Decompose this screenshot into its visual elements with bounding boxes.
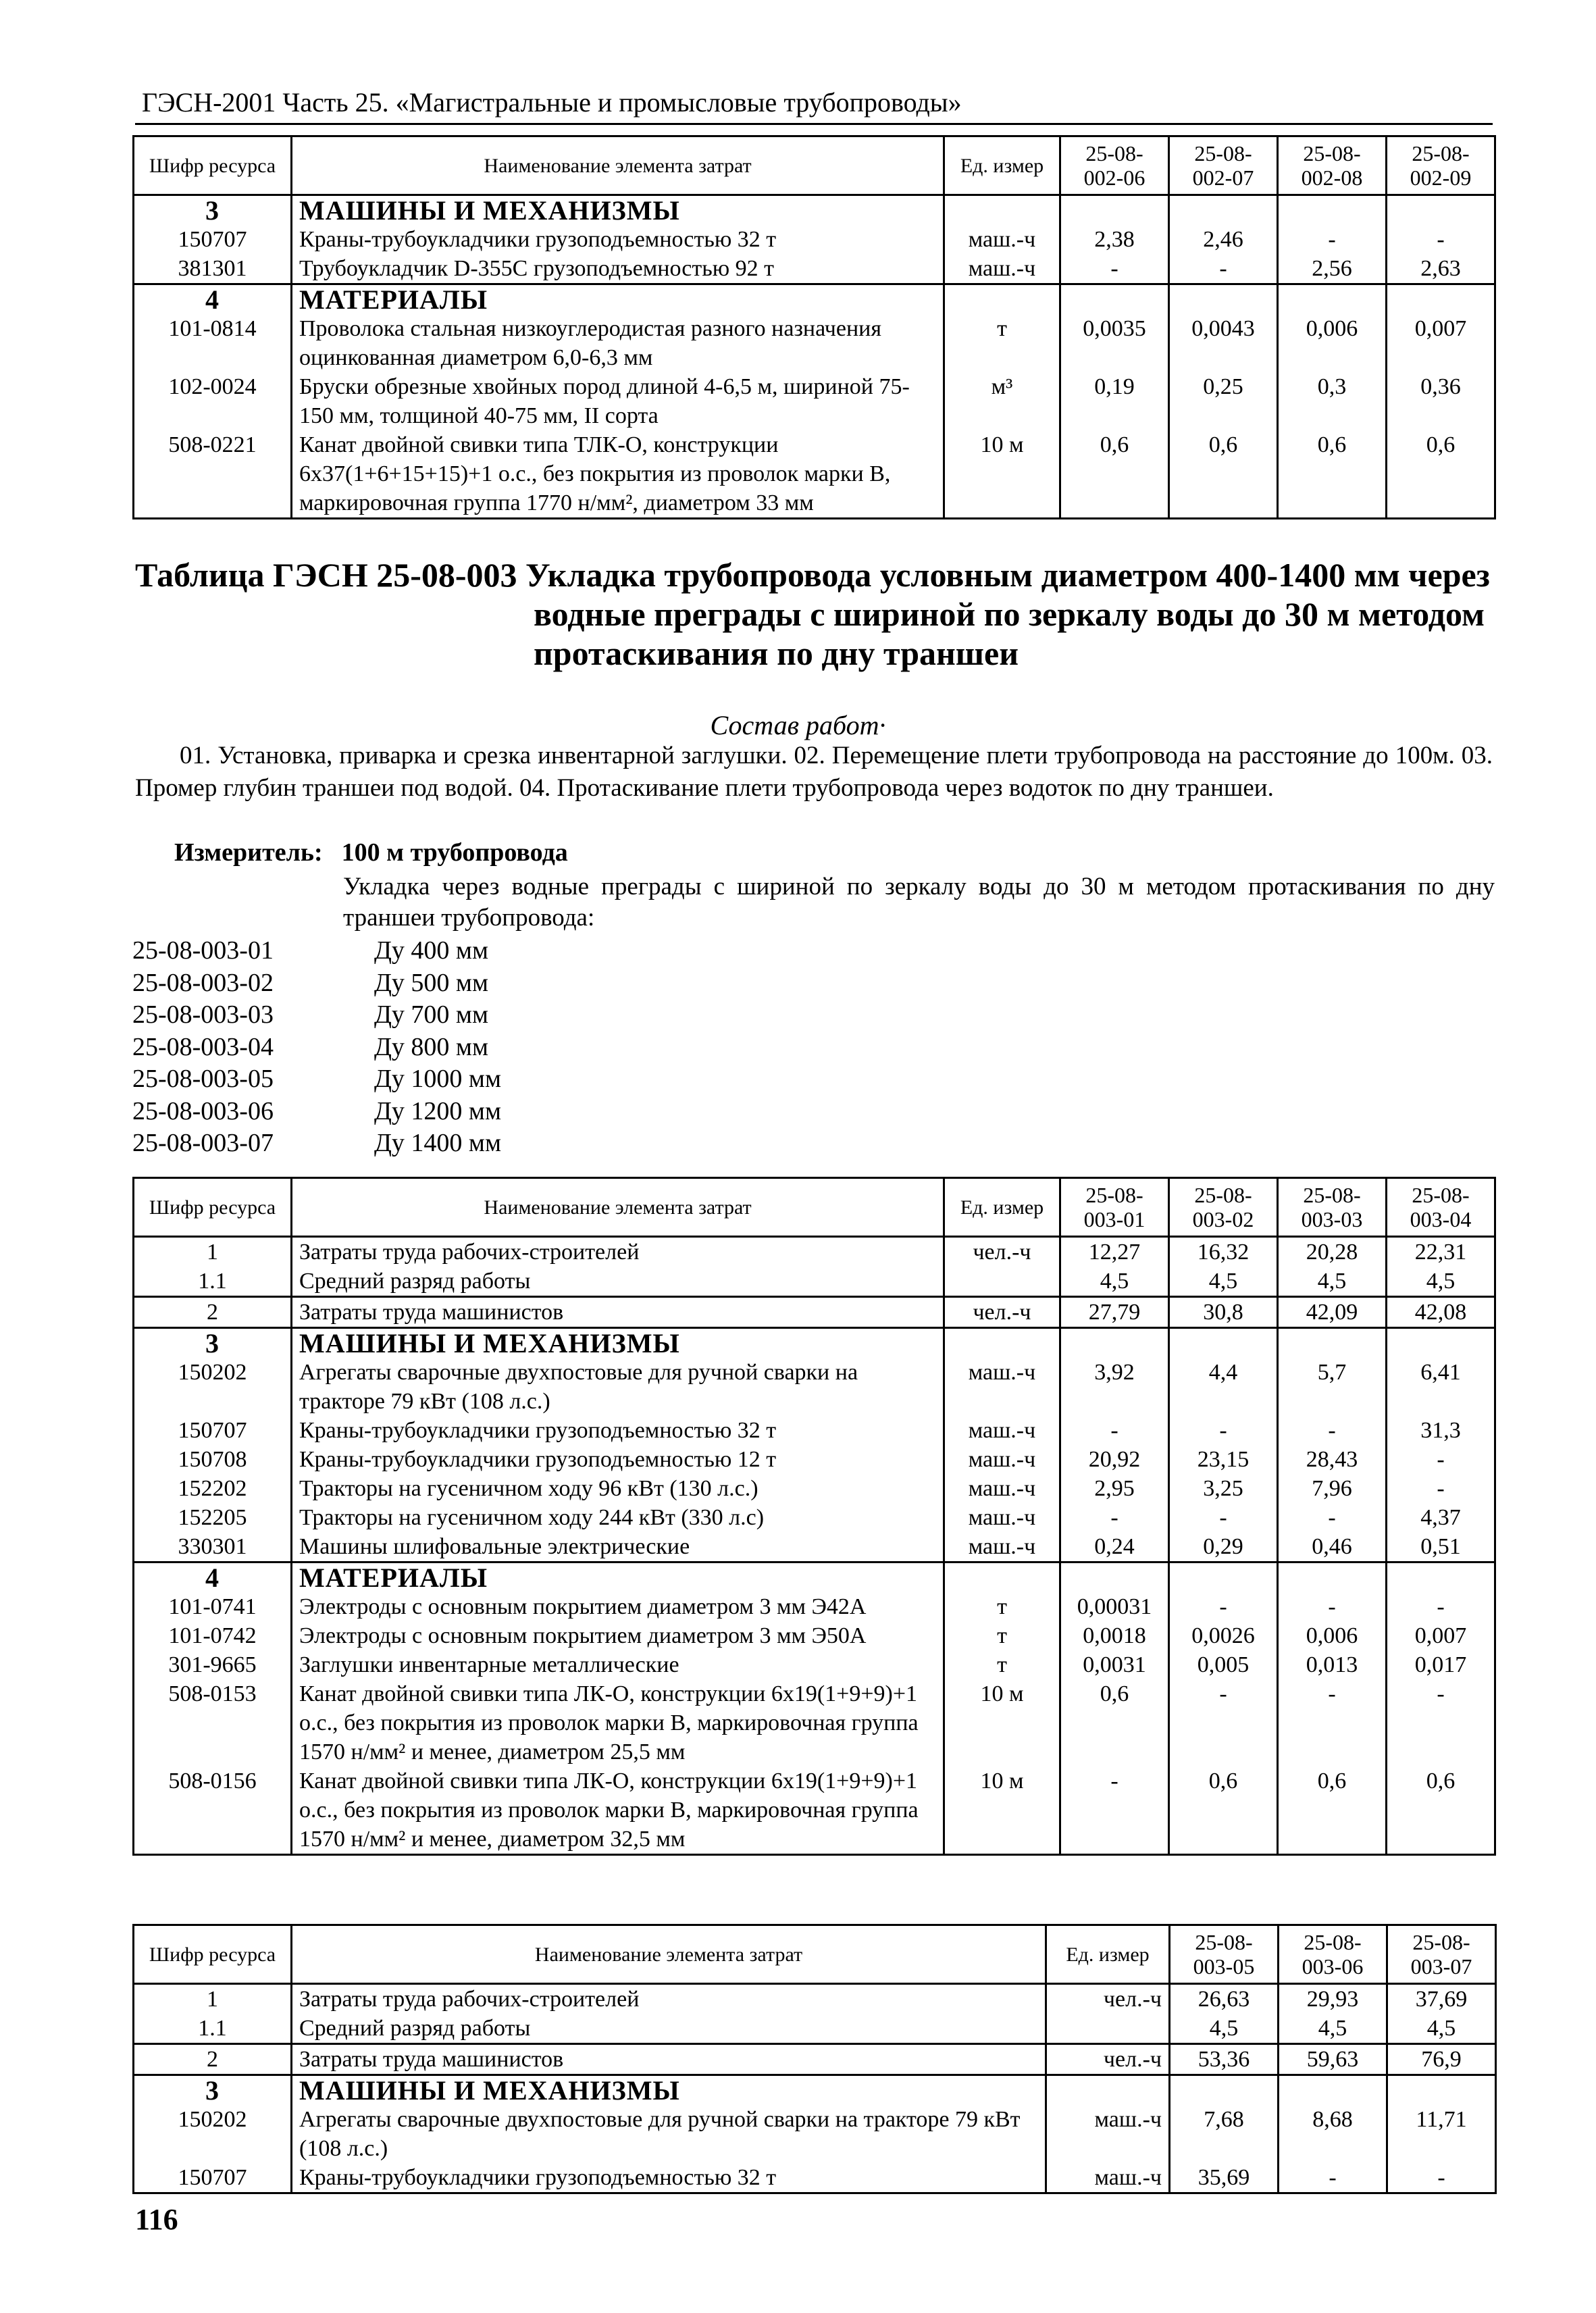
header-rate-code: 25-08-002-09 (1387, 136, 1495, 195)
value-cell (1060, 195, 1169, 226)
running-head: ГЭСН-2001 Часть 25. «Магистральные и промысловые трубопроводы» (142, 87, 962, 118)
table-section-row (134, 284, 1495, 315)
header-resource-code: Шифр ресурса (134, 1178, 292, 1237)
unit-cell (944, 195, 1060, 226)
table-section-row (134, 195, 1495, 226)
value-cell: 20,92 (1060, 1445, 1169, 1474)
value-cell: 4,4 (1169, 1358, 1278, 1416)
rate-item (132, 1032, 501, 1064)
header-cost-element: Наименование элемента затрат (292, 136, 944, 195)
header-unit: Ед. измер (944, 1178, 1060, 1237)
section-title-cell: МАШИНЫ И МЕХАНИЗМЫ (292, 195, 944, 226)
value-cell: - (1387, 1679, 1495, 1766)
table-row (134, 2014, 1496, 2044)
resource-code-cell: 4 (134, 284, 292, 315)
table-row (134, 1267, 1495, 1297)
unit-cell: маш.-ч (944, 1416, 1060, 1445)
value-cell: 0,6 (1169, 1766, 1278, 1855)
table-section-row (134, 1328, 1495, 1358)
value-cell: 0,6 (1169, 430, 1278, 519)
value-cell: 0,6 (1060, 430, 1169, 519)
unit-cell (944, 1562, 1060, 1593)
value-cell: 42,09 (1278, 1297, 1387, 1328)
value-cell: 2,56 (1278, 254, 1387, 284)
cost-element-cell: Проволока стальная низкоуглеродистая разного назначения оцинкованная диаметром 6,0-6,3 мм (292, 314, 944, 372)
table-row (134, 1592, 1495, 1621)
unit-cell (944, 1328, 1060, 1358)
resource-code-cell: 1.1 (134, 1267, 292, 1297)
cost-element-cell: Машины шлифовальные электрические (292, 1532, 944, 1562)
section-title-cell: МАШИНЫ И МЕХАНИЗМЫ (292, 1328, 944, 1358)
composition-text: 01. Установка, приварка и срезка инвентарной заглушки. 02. Перемещение плети трубопровода на расстояние до 100м. 03. Промер глубин траншеи под водой. 04. Протаскивание плети трубопровода через водоток по дну траншеи. (135, 742, 1493, 802)
value-cell: 0,25 (1169, 372, 1278, 430)
unit-cell (1046, 2014, 1170, 2044)
value-cell (1169, 284, 1278, 315)
value-cell: 27,79 (1060, 1297, 1169, 1328)
value-cell: 0,0035 (1060, 314, 1169, 372)
unit-cell: чел.-ч (1046, 1984, 1170, 2014)
cost-element-cell: Тракторы на гусеничном ходу 96 кВт (130 л.с.) (292, 1474, 944, 1503)
meter-description: Укладка через водные преграды с шириной по зеркалу воды до 30 м методом протаскивания по дну траншеи трубопровода: (343, 873, 1495, 932)
value-cell: 0,0018 (1060, 1621, 1169, 1650)
unit-cell (944, 1267, 1060, 1297)
resource-code-cell: 150707 (134, 2163, 292, 2193)
header-cost-element: Наименование элемента затрат (292, 1178, 944, 1237)
rate-desc: Ду 400 мм (374, 936, 489, 965)
resource-code-cell: 150707 (134, 1416, 292, 1445)
unit-cell: маш.-ч (944, 225, 1060, 254)
value-cell (1279, 2075, 1387, 2106)
table-row (134, 1621, 1495, 1650)
composition-heading: Состав работ· (710, 710, 886, 740)
table-title-line: Таблица ГЭСН 25-08-003 Укладка трубопровода условным диаметром 400-1400 мм через (135, 556, 1490, 594)
resource-code-cell: 508-0153 (134, 1679, 292, 1766)
header-rate-code: 25-08-003-07 (1387, 1925, 1496, 1984)
unit-cell: маш.-ч (1046, 2163, 1170, 2193)
value-cell: - (1387, 2163, 1496, 2193)
value-cell: 0,007 (1387, 314, 1495, 372)
section-title-cell: МАТЕРИАЛЫ (292, 284, 944, 315)
value-cell: 4,5 (1279, 2014, 1387, 2044)
resource-code-cell: 150202 (134, 1358, 292, 1416)
unit-cell: маш.-ч (944, 1358, 1060, 1416)
cost-element-cell: Канат двойной свивки типа ЛК-О, конструкции 6х19(1+9+9)+1 о.с., без покрытия из проволок марки В, маркировочная группа 1570 н/мм² и менее, диаметром 25,5 мм (292, 1679, 944, 1766)
rate-item (132, 999, 501, 1032)
value-cell: - (1387, 1445, 1495, 1474)
value-cell: - (1387, 225, 1495, 254)
value-cell: 4,5 (1060, 1267, 1169, 1297)
cost-element-cell: Краны-трубоукладчики грузоподъемностью 12 т (292, 1445, 944, 1474)
value-cell: 4,5 (1387, 2014, 1496, 2044)
value-cell: 30,8 (1169, 1297, 1278, 1328)
value-cell: 28,43 (1278, 1445, 1387, 1474)
value-cell: 16,32 (1169, 1237, 1278, 1267)
value-cell (1060, 1328, 1169, 1358)
rate-code: 25-08-003-07 (132, 1129, 274, 1157)
value-cell: 0,29 (1169, 1532, 1278, 1562)
value-cell: - (1060, 1503, 1169, 1532)
cost-element-cell: Средний разряд работы (292, 1267, 944, 1297)
value-cell: 4,37 (1387, 1503, 1495, 1532)
rate-desc: Ду 700 мм (374, 1000, 489, 1029)
value-cell: - (1169, 1416, 1278, 1445)
rate-code: 25-08-003-03 (132, 1000, 274, 1029)
value-cell: 22,31 (1387, 1237, 1495, 1267)
value-cell: 0,36 (1387, 372, 1495, 430)
rate-desc: Ду 1000 мм (374, 1065, 502, 1093)
rate-desc: Ду 800 мм (374, 1032, 489, 1061)
resource-code-cell: 1 (134, 1237, 292, 1267)
rate-code: 25-08-003-05 (132, 1065, 274, 1093)
resource-code-cell: 1 (134, 1984, 292, 2014)
value-cell: 0,006 (1278, 1621, 1387, 1650)
resource-code-cell: 150202 (134, 2105, 292, 2163)
value-cell (1278, 284, 1387, 315)
cost-element-cell: Бруски обрезные хвойных пород длиной 4-6,5 м, шириной 75-150 мм, толщиной 40-75 мм, II сорта (292, 372, 944, 430)
value-cell: 11,71 (1387, 2105, 1496, 2163)
table-row (134, 1474, 1495, 1503)
value-cell: 0,007 (1387, 1621, 1495, 1650)
resource-table-002 (132, 135, 1496, 519)
table-section-row (134, 2075, 1496, 2106)
table-row (134, 1237, 1495, 1267)
rate-item (132, 1096, 501, 1128)
value-cell: 0,51 (1387, 1532, 1495, 1562)
rate-desc: Ду 500 мм (374, 968, 489, 997)
cost-element-cell: Канат двойной свивки типа ТЛК-О, конструкции 6х37(1+6+15+15)+1 о.с., без покрытия из проволок марки В, маркировочная группа 1770 н/мм², диаметром 33 мм (292, 430, 944, 519)
value-cell (1169, 1328, 1278, 1358)
resource-code-cell: 101-0742 (134, 1621, 292, 1650)
value-cell (1278, 195, 1387, 226)
value-cell (1170, 2075, 1279, 2106)
header-rate-code: 25-08-002-08 (1278, 136, 1387, 195)
value-cell: - (1278, 225, 1387, 254)
value-cell: 4,5 (1387, 1267, 1495, 1297)
value-cell: 0,005 (1169, 1650, 1278, 1679)
cost-element-cell: Затраты труда машинистов (292, 1297, 944, 1328)
table-row (134, 1445, 1495, 1474)
value-cell: - (1279, 2163, 1387, 2193)
rate-list (132, 935, 501, 1160)
resource-table-003-b (132, 1924, 1497, 2194)
cost-element-cell: Средний разряд работы (292, 2014, 1046, 2044)
table-row (134, 1679, 1495, 1766)
cost-element-cell: Краны-трубоукладчики грузоподъемностью 32 т (292, 225, 944, 254)
value-cell (1387, 2075, 1496, 2106)
header-resource-code: Шифр ресурса (134, 1925, 292, 1984)
value-cell: - (1387, 1592, 1495, 1621)
unit-cell: маш.-ч (1046, 2105, 1170, 2163)
value-cell: - (1169, 1503, 1278, 1532)
value-cell: 0,0031 (1060, 1650, 1169, 1679)
unit-cell: чел.-ч (944, 1237, 1060, 1267)
page-number: 116 (135, 2203, 178, 2236)
unit-cell: т (944, 1592, 1060, 1621)
value-cell (1060, 1562, 1169, 1593)
table-row (134, 254, 1495, 284)
value-cell (1169, 195, 1278, 226)
value-cell: 5,7 (1278, 1358, 1387, 1416)
cost-element-cell: Тракторы на гусеничном ходу 244 кВт (330 л.с) (292, 1503, 944, 1532)
cost-element-cell: Краны-трубоукладчики грузоподъемностью 32 т (292, 2163, 1046, 2193)
cost-element-cell: Затраты труда машинистов (292, 2044, 1046, 2075)
table-row (134, 1650, 1495, 1679)
table-row (134, 314, 1495, 372)
value-cell: - (1169, 1679, 1278, 1766)
header-unit: Ед. измер (1046, 1925, 1170, 1984)
table-title-line: водные преграды с шириной по зеркалу воды до 30 м методом (534, 595, 1485, 633)
table-section-row (134, 1562, 1495, 1593)
value-cell: 29,93 (1279, 1984, 1387, 2014)
unit-cell (944, 284, 1060, 315)
value-cell (1387, 195, 1495, 226)
value-cell: 0,24 (1060, 1532, 1169, 1562)
value-cell: 7,96 (1278, 1474, 1387, 1503)
value-cell: 3,92 (1060, 1358, 1169, 1416)
table-title (135, 555, 1499, 673)
resource-code-cell: 3 (134, 1328, 292, 1358)
value-cell: - (1169, 1592, 1278, 1621)
value-cell: 0,0043 (1169, 314, 1278, 372)
value-cell (1278, 1562, 1387, 1593)
value-cell: 20,28 (1278, 1237, 1387, 1267)
header-rate-code: 25-08-003-01 (1060, 1178, 1169, 1237)
header-rate-code: 25-08-003-06 (1279, 1925, 1387, 1984)
unit-cell: маш.-ч (944, 1503, 1060, 1532)
unit-cell: чел.-ч (1046, 2044, 1170, 2075)
value-cell (1060, 284, 1169, 315)
cost-element-cell: Заглушки инвентарные металлические (292, 1650, 944, 1679)
value-cell: - (1060, 254, 1169, 284)
unit-cell: 10 м (944, 1679, 1060, 1766)
header-rate-code: 25-08-003-02 (1169, 1178, 1278, 1237)
section-title-cell: МАШИНЫ И МЕХАНИЗМЫ (292, 2075, 1046, 2106)
value-cell: 53,36 (1170, 2044, 1279, 2075)
value-cell: 37,69 (1387, 1984, 1496, 2014)
rate-item (132, 1127, 501, 1160)
value-cell: 0,006 (1278, 314, 1387, 372)
resource-code-cell: 1.1 (134, 2014, 292, 2044)
unit-cell: 10 м (944, 430, 1060, 519)
value-cell: 42,08 (1387, 1297, 1495, 1328)
value-cell: - (1278, 1416, 1387, 1445)
meter-line (174, 838, 587, 867)
value-cell (1169, 1562, 1278, 1593)
table-row (134, 1984, 1496, 2014)
table-row (134, 2163, 1496, 2193)
value-cell: 0,6 (1060, 1679, 1169, 1766)
value-cell: 0,6 (1278, 430, 1387, 519)
unit-cell: м³ (944, 372, 1060, 430)
resource-code-cell: 330301 (134, 1532, 292, 1562)
resource-code-cell: 508-0156 (134, 1766, 292, 1855)
value-cell: 0,6 (1278, 1766, 1387, 1855)
value-cell: 0,00031 (1060, 1592, 1169, 1621)
value-cell: 35,69 (1170, 2163, 1279, 2193)
resource-code-cell: 152202 (134, 1474, 292, 1503)
value-cell: 2,38 (1060, 225, 1169, 254)
value-cell: 12,27 (1060, 1237, 1169, 1267)
resource-code-cell: 381301 (134, 254, 292, 284)
header-unit: Ед. измер (944, 136, 1060, 195)
header-rate-code: 25-08-003-03 (1278, 1178, 1387, 1237)
table-row (134, 1532, 1495, 1562)
value-cell: 0,6 (1387, 1766, 1495, 1855)
header-rate-code: 25-08-002-07 (1169, 136, 1278, 195)
value-cell: - (1278, 1503, 1387, 1532)
table-row (134, 1766, 1495, 1855)
header-rate-code: 25-08-003-05 (1170, 1925, 1279, 1984)
unit-cell: т (944, 314, 1060, 372)
table-row (134, 1358, 1495, 1416)
table-row (134, 2044, 1496, 2075)
rate-code: 25-08-003-06 (132, 1096, 274, 1125)
cost-element-cell: Затраты труда рабочих-строителей (292, 1237, 944, 1267)
table-row (134, 1503, 1495, 1532)
header-cost-element: Наименование элемента затрат (292, 1925, 1046, 1984)
value-cell: 2,46 (1169, 225, 1278, 254)
unit-cell: чел.-ч (944, 1297, 1060, 1328)
value-cell: 76,9 (1387, 2044, 1496, 2075)
cost-element-cell: Электроды с основным покрытием диаметром 3 мм Э50А (292, 1621, 944, 1650)
cost-element-cell: Затраты труда рабочих-строителей (292, 1984, 1046, 2014)
section-title-cell: МАТЕРИАЛЫ (292, 1562, 944, 1593)
value-cell: 0,013 (1278, 1650, 1387, 1679)
value-cell: 4,5 (1278, 1267, 1387, 1297)
unit-cell: 10 м (944, 1766, 1060, 1855)
value-cell: 6,41 (1387, 1358, 1495, 1416)
rate-desc: Ду 1400 мм (374, 1129, 502, 1157)
cost-element-cell: Канат двойной свивки типа ЛК-О, конструкции 6х19(1+9+9)+1 о.с., без покрытия из проволок марки В, маркировочная группа 1570 н/мм² и менее, диаметром 32,5 мм (292, 1766, 944, 1855)
value-cell: 23,15 (1169, 1445, 1278, 1474)
table-row (134, 225, 1495, 254)
resource-table-003-a (132, 1177, 1496, 1856)
table-row (134, 2105, 1496, 2163)
resource-code-cell: 152205 (134, 1503, 292, 1532)
rate-item (132, 935, 501, 967)
header-rate-code: 25-08-003-04 (1387, 1178, 1495, 1237)
resource-code-cell: 2 (134, 1297, 292, 1328)
resource-code-cell: 150707 (134, 225, 292, 254)
value-cell (1387, 1328, 1495, 1358)
resource-code-cell: 102-0024 (134, 372, 292, 430)
unit-cell: маш.-ч (944, 1445, 1060, 1474)
cost-element-cell: Трубоукладчик D-355C грузоподъемностью 92 т (292, 254, 944, 284)
resource-code-cell: 2 (134, 2044, 292, 2075)
value-cell: 2,95 (1060, 1474, 1169, 1503)
rate-code: 25-08-003-01 (132, 936, 274, 965)
value-cell: 0,46 (1278, 1532, 1387, 1562)
value-cell: - (1169, 254, 1278, 284)
cost-element-cell: Краны-трубоукладчики грузоподъемностью 32 т (292, 1416, 944, 1445)
resource-code-cell: 4 (134, 1562, 292, 1593)
header-resource-code: Шифр ресурса (134, 136, 292, 195)
rate-code: 25-08-003-02 (132, 968, 274, 997)
table-row (134, 372, 1495, 430)
rate-item (132, 967, 501, 1000)
meter-label: Измеритель: (174, 838, 323, 867)
resource-code-cell: 101-0814 (134, 314, 292, 372)
value-cell: 4,5 (1170, 2014, 1279, 2044)
table-row (134, 430, 1495, 519)
table-title-line: протаскивания по дну траншеи (534, 634, 1019, 672)
value-cell: 26,63 (1170, 1984, 1279, 2014)
resource-code-cell: 3 (134, 2075, 292, 2106)
value-cell: 0,3 (1278, 372, 1387, 430)
cost-element-cell: Агрегаты сварочные двухпостовые для ручной сварки на тракторе 79 кВт (108 л.с.) (292, 2105, 1046, 2163)
value-cell: 7,68 (1170, 2105, 1279, 2163)
unit-cell: маш.-ч (944, 1532, 1060, 1562)
unit-cell (1046, 2075, 1170, 2106)
value-cell: - (1060, 1416, 1169, 1445)
value-cell: - (1278, 1592, 1387, 1621)
meter-value: 100 м трубопровода (341, 838, 568, 867)
value-cell (1387, 284, 1495, 315)
resource-code-cell: 508-0221 (134, 430, 292, 519)
value-cell: 2,63 (1387, 254, 1495, 284)
cost-element-cell: Агрегаты сварочные двухпостовые для ручной сварки на тракторе 79 кВт (108 л.с.) (292, 1358, 944, 1416)
unit-cell: т (944, 1650, 1060, 1679)
resource-code-cell: 3 (134, 195, 292, 226)
unit-cell: маш.-ч (944, 1474, 1060, 1503)
unit-cell: маш.-ч (944, 254, 1060, 284)
cost-element-cell: Электроды с основным покрытием диаметром 3 мм Э42А (292, 1592, 944, 1621)
value-cell: 31,3 (1387, 1416, 1495, 1445)
header-rate-code: 25-08-002-06 (1060, 136, 1169, 195)
value-cell: 0,017 (1387, 1650, 1495, 1679)
table-row (134, 1297, 1495, 1328)
value-cell: 0,0026 (1169, 1621, 1278, 1650)
rate-item (132, 1063, 501, 1096)
header-rule (135, 123, 1493, 125)
value-cell: 0,19 (1060, 372, 1169, 430)
value-cell: 4,5 (1169, 1267, 1278, 1297)
value-cell: - (1060, 1766, 1169, 1855)
value-cell: 8,68 (1279, 2105, 1387, 2163)
resource-code-cell: 301-9665 (134, 1650, 292, 1679)
value-cell: 0,6 (1387, 430, 1495, 519)
value-cell: 3,25 (1169, 1474, 1278, 1503)
rate-code: 25-08-003-04 (132, 1032, 274, 1061)
resource-code-cell: 150708 (134, 1445, 292, 1474)
value-cell: - (1278, 1679, 1387, 1766)
resource-code-cell: 101-0741 (134, 1592, 292, 1621)
unit-cell: т (944, 1621, 1060, 1650)
value-cell: 59,63 (1279, 2044, 1387, 2075)
value-cell: - (1387, 1474, 1495, 1503)
rate-desc: Ду 1200 мм (374, 1096, 502, 1125)
table-row (134, 1416, 1495, 1445)
value-cell (1278, 1328, 1387, 1358)
value-cell (1387, 1562, 1495, 1593)
